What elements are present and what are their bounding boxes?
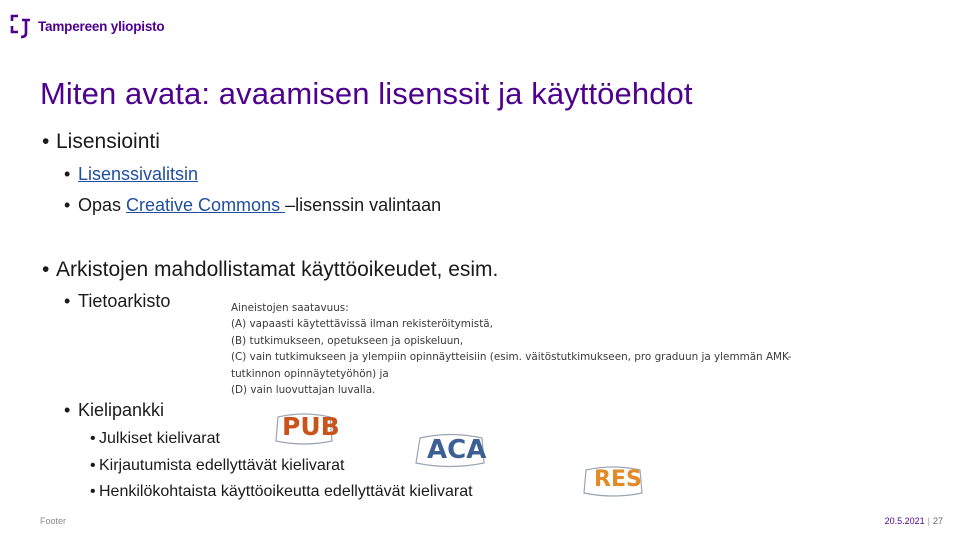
availability-snippet (231, 300, 836, 397)
bullet-archives: • Arkistojen mahdollistamat käyttöoikeudet, esim. (42, 258, 499, 281)
public-resources-text: Julkiset kielivarat (99, 430, 220, 447)
personal-resources-text: Henkilökohtaista käyttöoikeutta edellyttävät kielivarat (99, 483, 473, 500)
footer-text: Footer (40, 516, 67, 526)
footer-separator: | (927, 516, 930, 526)
aca-badge (408, 432, 493, 470)
bullet-login-resources: • Kirjautumista edellyttävät kielivarat (90, 457, 345, 474)
bullet-cc-guide: • Opas Creative Commons –lisenssin valintaan (64, 195, 442, 215)
university-logo (9, 12, 164, 40)
logo-mark-icon (9, 12, 33, 40)
bullet-archives-text: Arkistojen mahdollistamat käyttöoikeudet, esim. (56, 258, 499, 281)
snippet-line: (A) vapaasti käytettävissä ilman rekisteröitymistä, (231, 318, 493, 331)
aca-badge-text: ACA (427, 435, 487, 465)
snippet-line: Aineistojen saatavuus: (231, 302, 349, 314)
license-selector-link[interactable]: Lisenssivalitsin (78, 164, 199, 184)
snippet-line: (B) tutkimukseen, opetukseen ja opiskeluun, (231, 334, 464, 347)
snippet-line: (D) vain luovuttajan luvalla. (231, 384, 376, 397)
pub-badge-text: PUB (282, 412, 340, 441)
cc-guide-suffix: –lisenssin valintaan (285, 195, 442, 215)
res-badge (578, 462, 648, 500)
bullet-personal-resources: • Henkilökohtaista käyttöoikeutta edellyttävät kielivarat (90, 483, 473, 500)
snippet-line: tutkinnon opinnäytetyöhön) ja (231, 367, 389, 380)
res-badge-text: RES (594, 467, 642, 492)
bullet-public-resources: • Julkiset kielivarat (90, 430, 220, 447)
pub-badge (268, 410, 340, 448)
bullet-kielipankki-text: Kielipankki (78, 400, 165, 420)
creative-commons-link[interactable]: Creative Commons (126, 195, 286, 215)
footer-date: 20.5.2021 (884, 516, 925, 526)
page-title: Miten avata: avaamisen lisenssit ja käyttöehdot (40, 76, 693, 111)
bullet-licensing-text: Lisensiointi (56, 130, 160, 153)
login-resources-text: Kirjautumista edellyttävät kielivarat (99, 457, 345, 474)
footer-date-page (885, 516, 943, 526)
cc-guide-prefix: Opas (78, 195, 127, 215)
snippet-line: (C) vain tutkimukseen ja ylempiin opinnäytteisiin (esim. väitöstutkimukseen, pro graduun ja ylemmän AMK- (231, 351, 792, 364)
bullet-license-selector: • Lisenssivalitsin (64, 164, 199, 184)
bullet-tietoarkisto-text: Tietoarkisto (78, 291, 171, 311)
bullet-tietoarkisto: • Tietoarkisto (64, 291, 171, 311)
logo-text: Tampereen yliopisto (38, 18, 165, 34)
bullet-licensing: • Lisensiointi (42, 130, 160, 153)
bullet-kielipankki: • Kielipankki (64, 400, 165, 420)
page-number: 27 (932, 516, 943, 526)
